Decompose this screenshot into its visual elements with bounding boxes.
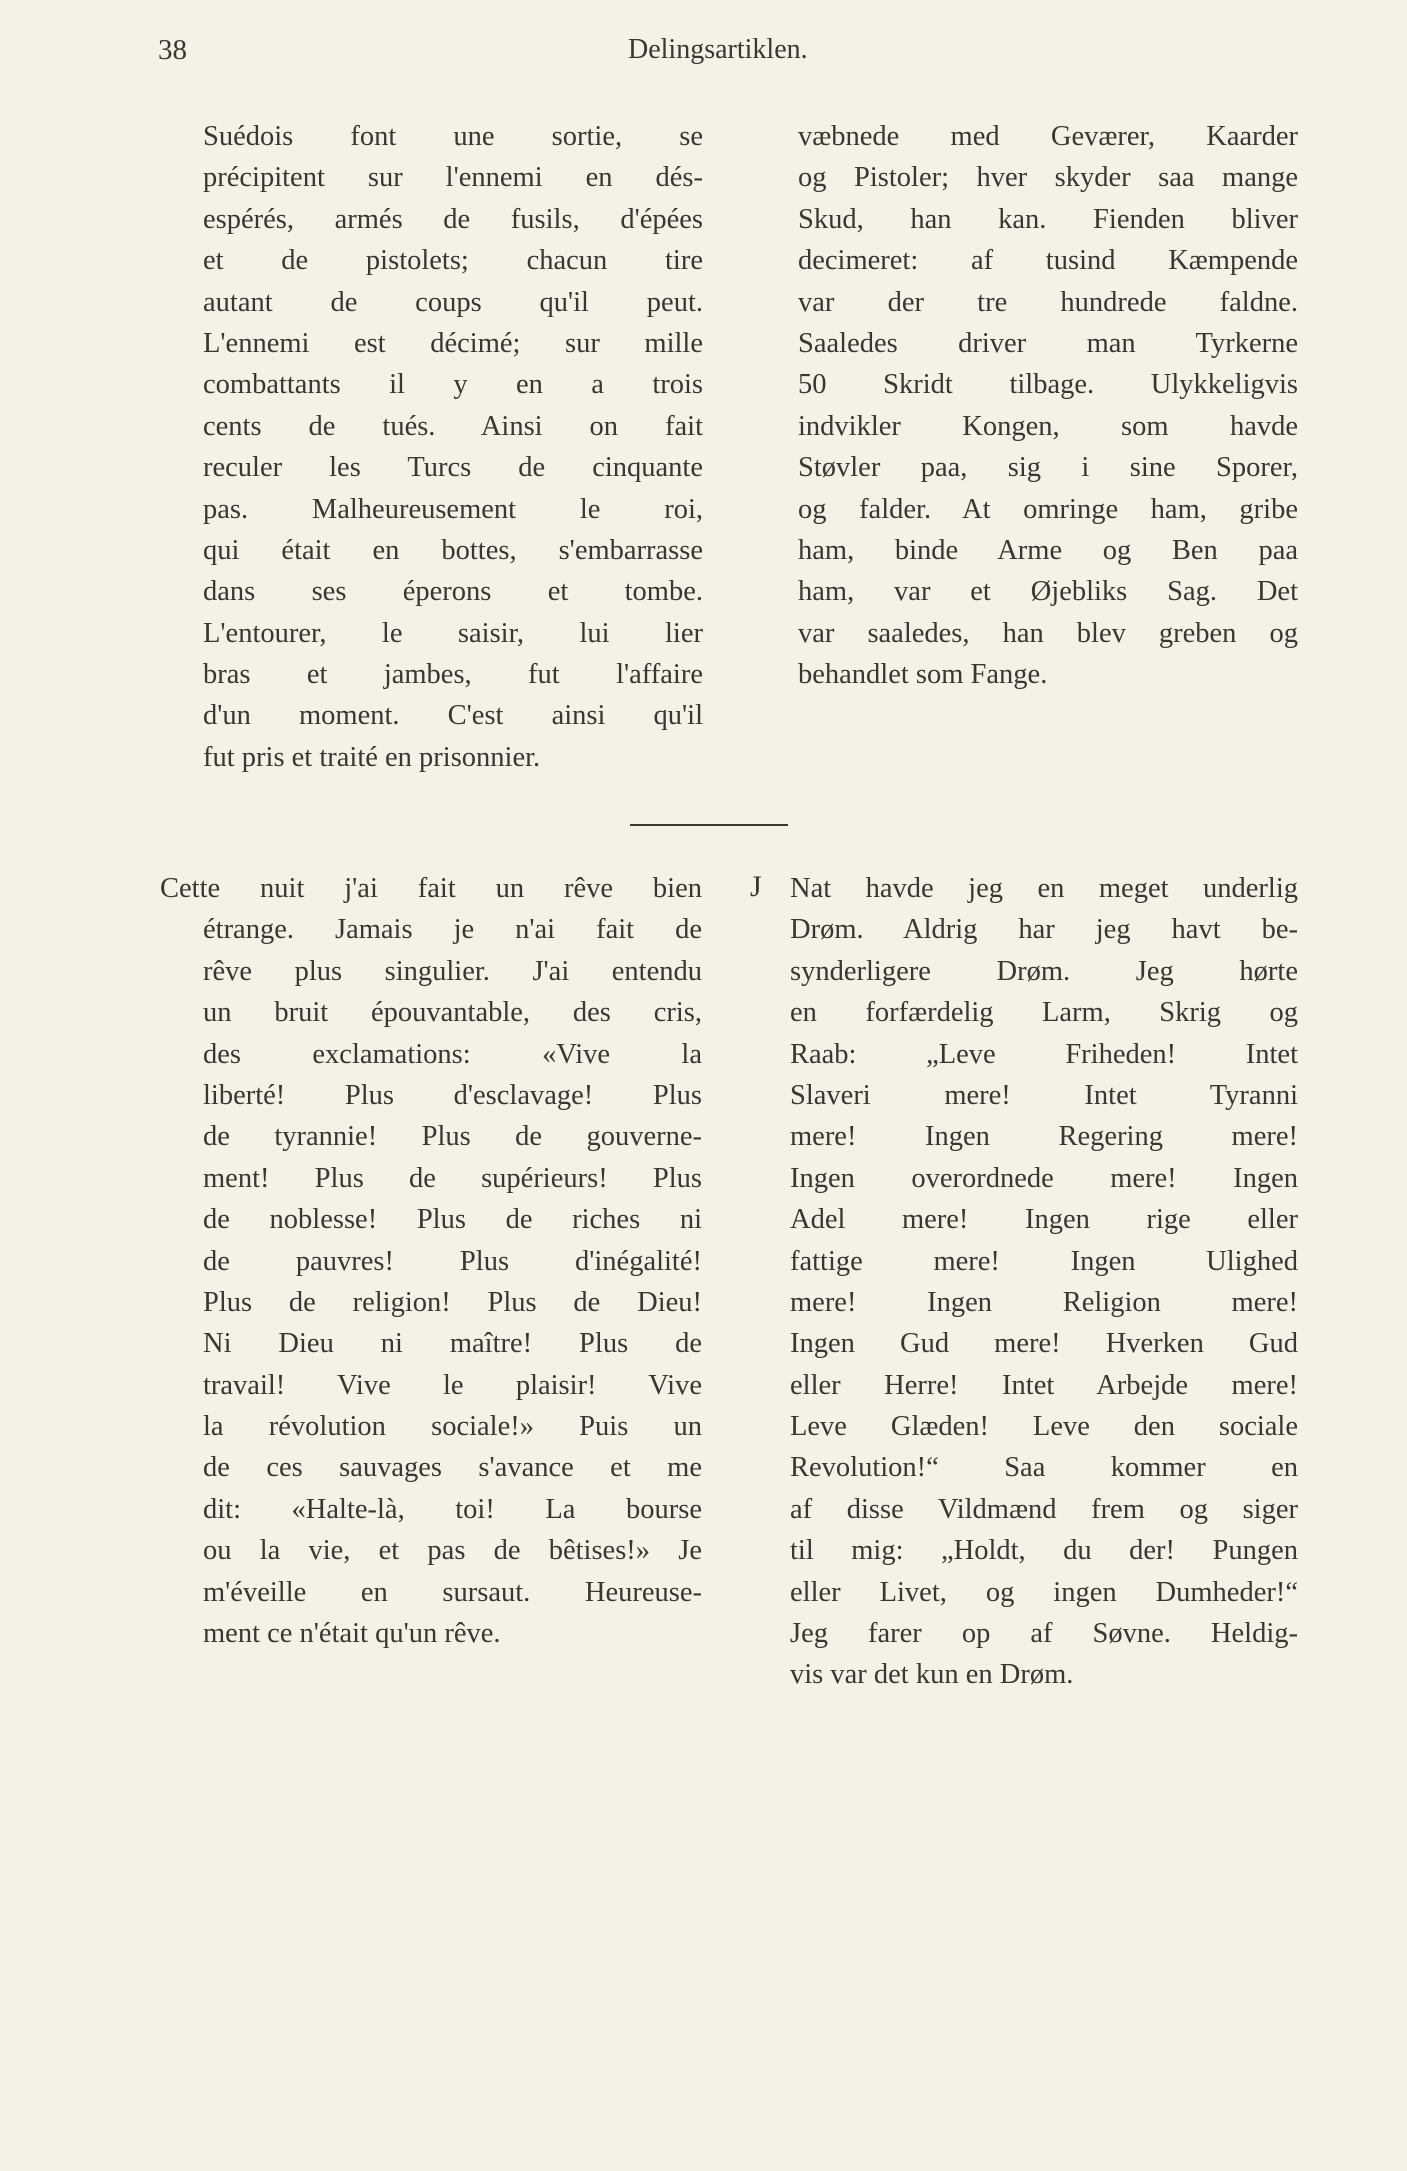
- text-line: Ingen Gud mere! Hverken Gud: [790, 1328, 1298, 1360]
- text-line: ment! Plus de supérieurs! Plus: [203, 1162, 702, 1194]
- text-line: étrange. Jamais je n'ai fait de: [203, 914, 702, 946]
- text-line: Raab: „Leve Friheden! Intet: [790, 1038, 1298, 1070]
- text-line: de pauvres! Plus d'inégalité!: [203, 1245, 702, 1277]
- text-line: rêve plus singulier. J'ai entendu: [203, 955, 702, 987]
- text-line: autant de coups qu'il peut.: [203, 286, 703, 318]
- text-line: pas. Malheureusement le roi,: [203, 493, 703, 525]
- text-line: dit: «Halte-là, toi! La bourse: [203, 1493, 702, 1525]
- text-line: eller Herre! Intet Arbejde mere!: [790, 1369, 1298, 1401]
- text-line: synderligere Drøm. Jeg hørte: [790, 955, 1298, 987]
- text-line: Revolution!“ Saa kommer en: [790, 1452, 1298, 1484]
- text-line: var saaledes, han blev greben og: [798, 617, 1298, 649]
- text-line: dans ses éperons et tombe.: [203, 576, 703, 608]
- text-line: indvikler Kongen, som havde: [798, 410, 1298, 442]
- text-line: ham, binde Arme og Ben paa: [798, 534, 1298, 566]
- text-line: Ingen overordnede mere! Ingen: [790, 1162, 1298, 1194]
- text-line: Skud, han kan. Fienden bliver: [798, 203, 1298, 235]
- text-line: ment ce n'était qu'un rêve.: [203, 1618, 501, 1650]
- text-line: Drøm. Aldrig har jeg havt be-: [790, 914, 1298, 946]
- text-line: Suédois font une sortie, se: [203, 121, 703, 152]
- text-line: eller Livet, og ingen Dumheder!“: [790, 1576, 1298, 1608]
- text-line: væbnede med Geværer, Kaarder: [798, 121, 1298, 152]
- danish-paragraph-1: [798, 116, 1298, 695]
- text-line: m'éveille en sursaut. Heureuse-: [203, 1576, 702, 1608]
- text-line: en forfærdelig Larm, Skrig og: [790, 997, 1298, 1029]
- text-line: de ces sauvages s'avance et me: [203, 1452, 702, 1484]
- text-line: Leve Glæden! Leve den sociale: [790, 1411, 1298, 1443]
- text-line: des exclamations: «Vive la: [203, 1038, 702, 1070]
- running-title: Delingsartiklen.: [628, 34, 808, 65]
- page-number: 38: [158, 34, 187, 66]
- text-line: Jeg farer op af Søvne. Heldig-: [790, 1618, 1298, 1650]
- text-line: reculer les Turcs de cinquante: [203, 452, 703, 484]
- danish-paragraph-2: [790, 868, 1298, 1696]
- text-line: og falder. At omringe ham, gribe: [798, 493, 1298, 525]
- text-line: til mig: „Holdt, du der! Pungen: [790, 1535, 1298, 1567]
- text-line: Støvler paa, sig i sine Sporer,: [798, 452, 1298, 484]
- text-line: Ni Dieu ni maître! Plus de: [203, 1328, 702, 1360]
- text-line: travail! Vive le plaisir! Vive: [203, 1369, 702, 1401]
- text-line: un bruit épouvantable, des cris,: [203, 997, 702, 1029]
- text-line: précipitent sur l'ennemi en dés-: [203, 162, 703, 194]
- text-line: fattige mere! Ingen Ulighed: [790, 1245, 1298, 1277]
- text-line: Saaledes driver man Tyrkerne: [798, 327, 1298, 359]
- text-line: decimeret: af tusind Kæmpende: [798, 245, 1298, 277]
- text-line: var der tre hundrede faldne.: [798, 286, 1298, 318]
- french-paragraph-1: [203, 116, 703, 778]
- french-paragraph-2: [160, 868, 702, 1654]
- text-line: behandlet som Fange.: [798, 659, 1048, 691]
- section-divider: [630, 824, 788, 826]
- text-line: af disse Vildmænd frem og siger: [790, 1493, 1298, 1525]
- text-line: bras et jambes, fut l'affaire: [203, 659, 703, 691]
- text-line: cents de tués. Ainsi on fait: [203, 410, 703, 442]
- text-line: Plus de religion! Plus de Dieu!: [203, 1286, 702, 1318]
- text-line: qui était en bottes, s'embarrasse: [203, 534, 703, 566]
- text-line: mere! Ingen Regering mere!: [790, 1121, 1298, 1153]
- text-line: Nat havde jeg en meget underlig: [790, 873, 1298, 904]
- text-line: d'un moment. C'est ainsi qu'il: [203, 700, 703, 732]
- drop-cap: J: [750, 870, 762, 903]
- text-line: vis var det kun en Drøm.: [790, 1659, 1074, 1691]
- text-line: ou la vie, et pas de bêtises!» Je: [203, 1535, 702, 1567]
- text-line: og Pistoler; hver skyder saa mange: [798, 162, 1298, 194]
- text-line: L'ennemi est décimé; sur mille: [203, 327, 703, 359]
- text-line: mere! Ingen Religion mere!: [790, 1286, 1298, 1318]
- text-line: espérés, armés de fusils, d'épées: [203, 203, 703, 235]
- text-line: ham, var et Øjebliks Sag. Det: [798, 576, 1298, 608]
- text-line: Adel mere! Ingen rige eller: [790, 1204, 1298, 1236]
- text-line: 50 Skridt tilbage. Ulykkeligvis: [798, 369, 1298, 401]
- text-line: liberté! Plus d'esclavage! Plus: [203, 1079, 702, 1111]
- text-line: fut pris et traité en prisonnier.: [203, 741, 541, 773]
- text-line: Slaveri mere! Intet Tyranni: [790, 1079, 1298, 1111]
- text-line: Cette nuit j'ai fait un rêve bien: [160, 873, 702, 904]
- text-line: de noblesse! Plus de riches ni: [203, 1204, 702, 1236]
- text-line: L'entourer, le saisir, lui lier: [203, 617, 703, 649]
- text-line: la révolution sociale!» Puis un: [203, 1411, 702, 1443]
- text-line: de tyrannie! Plus de gouverne-: [203, 1121, 702, 1153]
- text-line: et de pistolets; chacun tire: [203, 245, 703, 277]
- text-line: combattants il y en a trois: [203, 369, 703, 401]
